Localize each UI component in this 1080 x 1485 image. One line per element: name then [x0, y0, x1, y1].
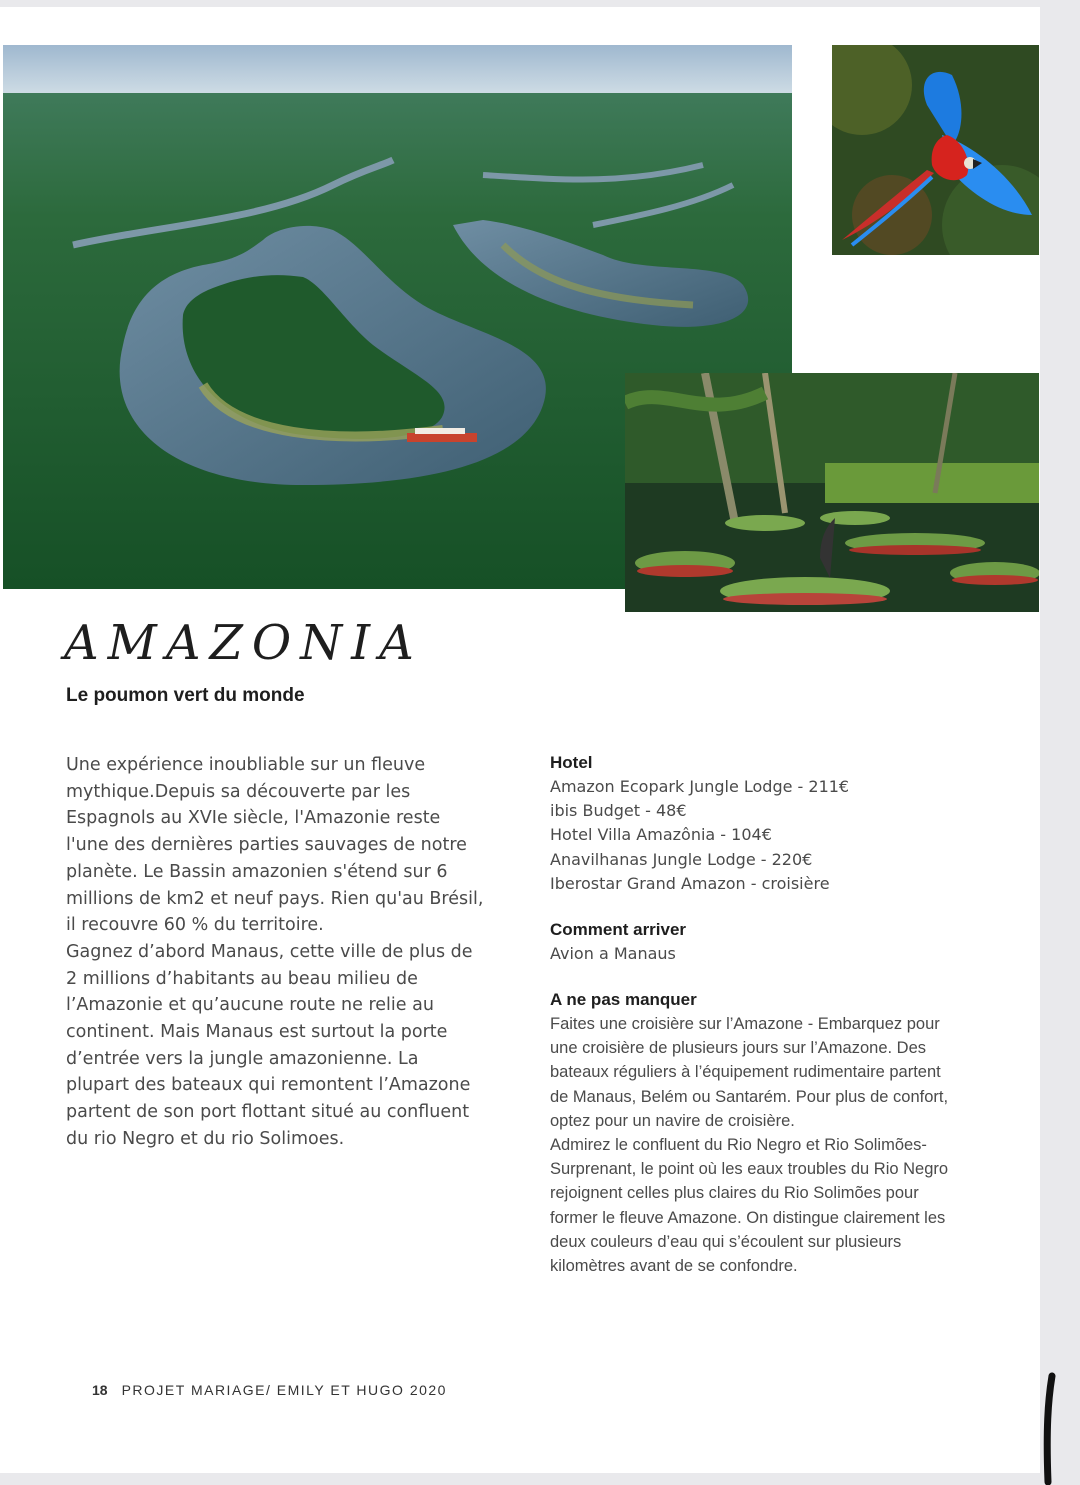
info-column [550, 751, 990, 1300]
mustsee-heading: A ne pas manquer [550, 990, 697, 1010]
hotel-section [550, 751, 990, 896]
footer-text: PROJET MARIAGE/ EMILY ET HUGO 2020 [121, 1382, 447, 1398]
intro-text: Une expérience inoubliable sur un fleuve mythique.Depuis sa découverte par les Espagnols au XVIe siècle, l'Amazonie reste l'une des dernières parties sauvages de notre planète. Le Bassin amazonien s'étend sur 6 millions de km2 et neuf pays. Rien qu'au Brésil, il recouvre 60 % du territoire. Gagnez d’abord Manaus, cette ville de plus de 2 millions d’habitants au beau milieu de l’Amazonie et qu’aucune route ne relie au continent. Mais Manaus est surtout la porte d’entrée vers la jungle amazonienne. La plupart des bateaux qui remontent l’Amazone partent de son port flottant situé au confluent du rio Negro et du rio Solimoes. [66, 755, 484, 1149]
hotel-item: Hotel Villa Amazônia - 104€ [550, 825, 772, 845]
arrive-heading: Comment arriver [550, 920, 687, 940]
page-number: 18 [92, 1382, 108, 1398]
hotel-heading: Hotel [550, 753, 593, 772]
mustsee-text: Faites une croisière sur l’Amazone - Embarquez pour une croisière de plusieurs jours sur l’Amazone. Des bateaux réguliers à l’équipement rudimentaire partent de Manaus, Belém ou Santarém. Pour plus de confort, optez pour un navire de croisière. Admirez le confluent du Rio Negro et Rio Solimões- Surprenant, le point où les eaux troubles du Rio Negro rejoignent celles plus claires du Rio Solimões pour former le fleuve Amazone. On distingue clairement les deux couleurs d’eau qui s’écoulent sur plusieurs kilomètres avant de se confondre. [550, 1015, 949, 1276]
pen-stroke-mark [1036, 1370, 1060, 1485]
hotel-item: Anavilhanas Jungle Lodge - 220€ [550, 849, 813, 869]
water-lily-photo [625, 373, 1039, 612]
arrive-text: Avion a Manaus [550, 944, 676, 964]
page-subtitle: Le poumon vert du monde [66, 685, 305, 706]
hotel-item: Amazon Ecopark Jungle Lodge - 211€ [550, 777, 850, 796]
page-title: AMAZONIA [64, 615, 423, 671]
hotel-item: ibis Budget - 48€ [550, 801, 687, 821]
macaw-photo [832, 45, 1039, 255]
page-footer [92, 1382, 447, 1398]
arrive-section [550, 918, 990, 966]
hotel-item: Iberostar Grand Amazon - croisière [550, 873, 830, 893]
mustsee-section [550, 988, 990, 1278]
page [0, 7, 1040, 1473]
